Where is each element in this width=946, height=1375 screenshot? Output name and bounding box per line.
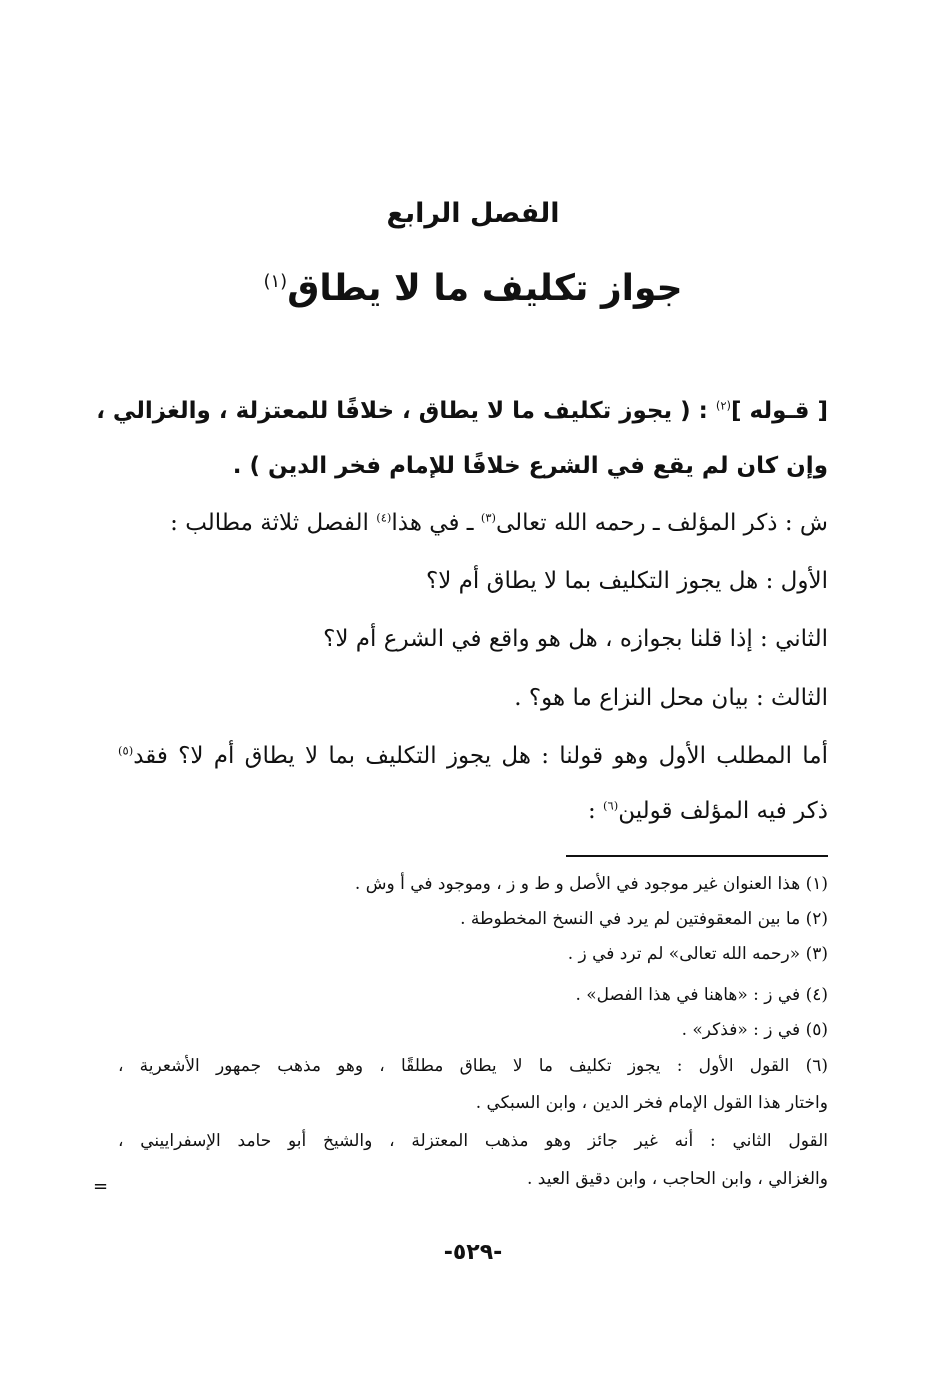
footnote-separator [566, 855, 828, 857]
body-line [118, 743, 828, 771]
chapter-title [0, 198, 946, 229]
bracket-phrase: [ قـوله ] [731, 398, 828, 424]
footnote-3: (٣) «رحمه الله تعالى» لم ترد في ز . [567, 944, 828, 964]
body-fragment: أما المطلب الأول وهو قولنا : هل يجوز التكليف بما لا يطاق أم لا؟ فقد [133, 743, 828, 769]
body-fragment: الفصل ثلاثة مطالب : [170, 510, 377, 536]
chapter-subtitle [0, 268, 946, 309]
footnote-4: (٤) في ز : «هاهنا في هذا الفصل» . [575, 985, 828, 1005]
body-fragment: ذكر فيه المؤلف قولين [618, 798, 828, 824]
footnote-5: (٥) في ز : «فذكر» . [681, 1020, 828, 1040]
body-fragment: : [587, 798, 603, 824]
footnote-ref: (٥) [118, 743, 134, 758]
footnote-ref: (٣) [480, 510, 496, 525]
body-fragment: ـ في هذا [391, 510, 481, 536]
body-line: الثاني : إذا قلنا بجوازه ، هل هو واقع في الشرع أم لا؟ [323, 626, 828, 652]
body-line [588, 798, 828, 826]
footnote-ref: (١) [263, 271, 288, 292]
body-line: الأول : هل يجوز التكليف بما لا يطاق أم لا؟ [426, 568, 828, 594]
body-fragment: ش : ذكر المؤلف ـ رحمه الله تعالى [496, 510, 828, 536]
continuation-mark: = [93, 1176, 109, 1197]
footnote-6-line-4: والغزالي ، وابن الحاجب ، وابن دقيق العيد . [526, 1169, 828, 1189]
footnote-6-line-2: واختار هذا القول الإمام فخر الدين ، وابن السبكي . [475, 1093, 828, 1113]
body-line: الثالث : بيان محل النزاع ما هو؟ . [514, 685, 828, 711]
footnote-ref: (٦) [603, 798, 619, 813]
footnote-1: (١) هذا العنوان غير موجود في الأصل و ط و ز ، وموجود في أ وش . [354, 874, 828, 894]
chapter-title-text: الفصل الرابع [386, 198, 560, 229]
chapter-subtitle-text: جواز تكليف ما لا يطاق [287, 268, 683, 309]
footnote-ref: (٢) [715, 398, 732, 413]
body-line: وإن كان لم يقع في الشرع خلافًا للإمام فخر الدين ) . [232, 453, 828, 479]
quoted-text: : ( يجوز تكليف ما لا يطاق ، خلافًا للمعتزلة ، والغزالي ، [96, 398, 716, 424]
body-line [170, 510, 828, 538]
footnote-ref: (٤) [376, 510, 392, 525]
footnote-2: (٢) ما بين المعقوفتين لم يرد في النسخ المخطوطة . [460, 909, 828, 929]
footnote-6-line-3: القول الثاني : أنه غير جائز وهو مذهب المعتزلة ، والشيخ أبو حامد الإسفراييني ، [118, 1131, 828, 1151]
page-number: -٥٢٩- [443, 1240, 503, 1265]
body-line [96, 398, 828, 426]
footnote-6-line-1: (٦) القول الأول : يجوز تكليف ما لا يطاق مطلقًا ، وهو مذهب جمهور الأشعرية ، [118, 1056, 828, 1076]
